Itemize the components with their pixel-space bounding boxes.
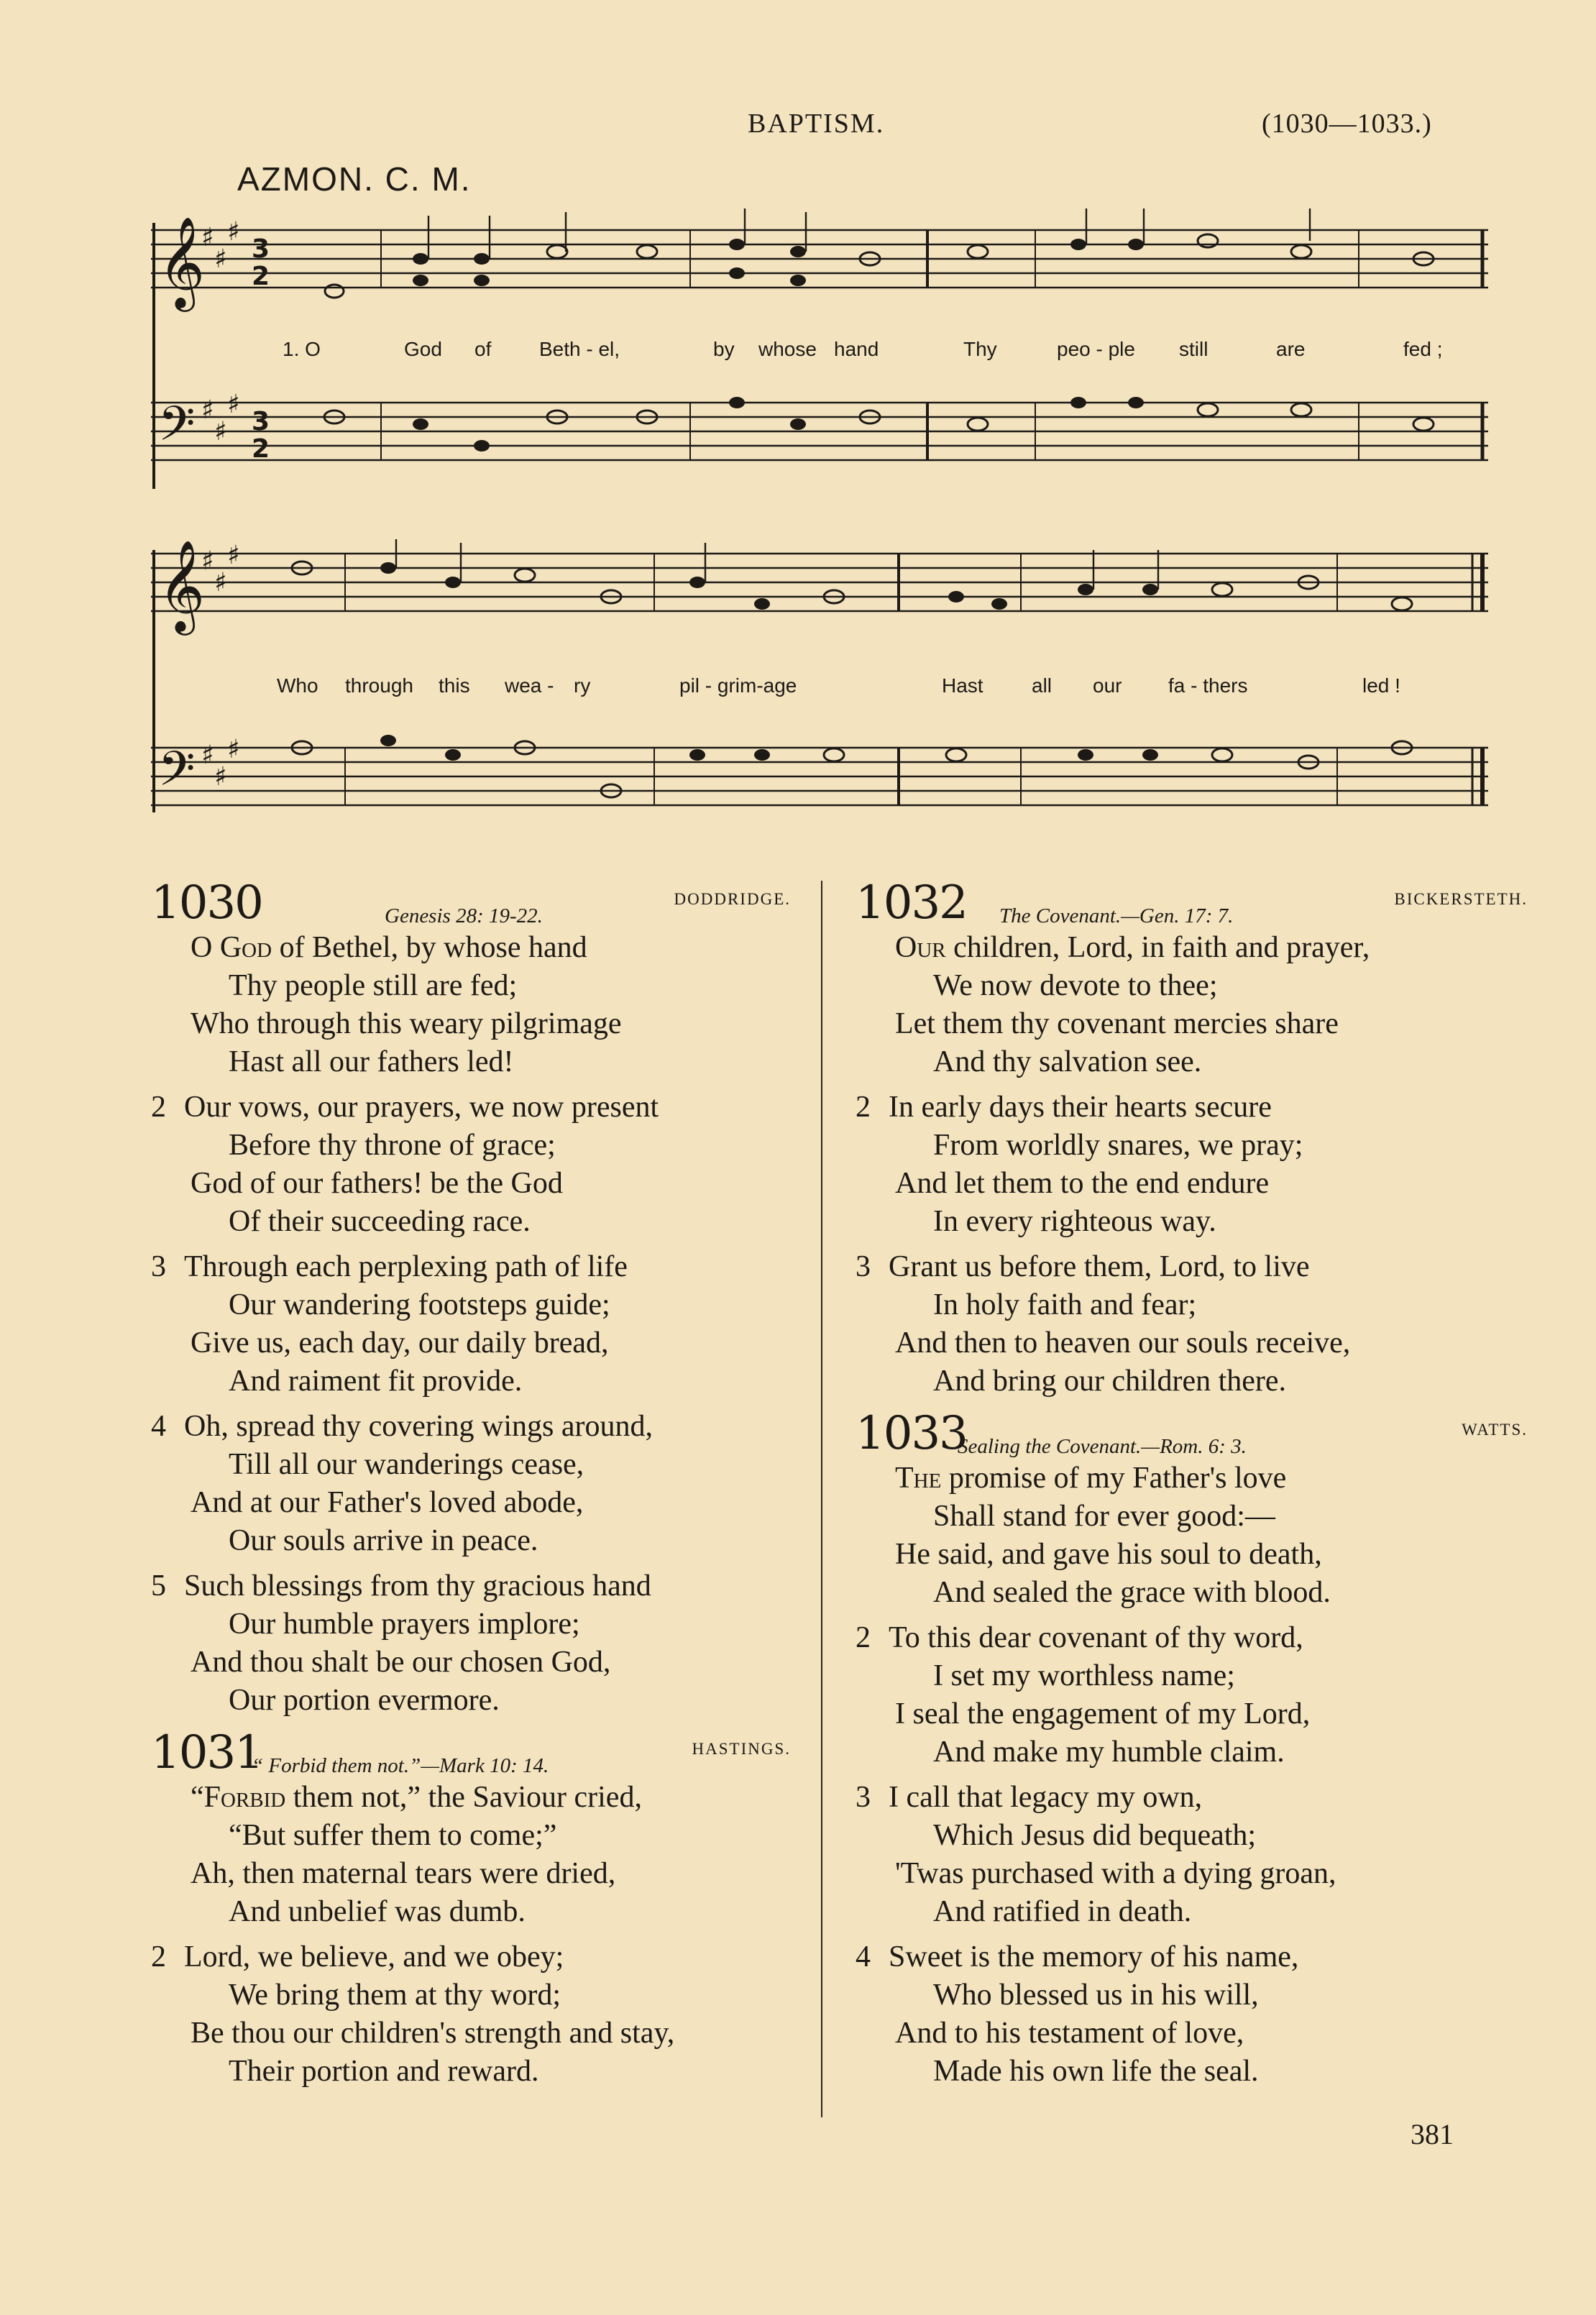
lyric-word: fed ; [1403, 338, 1443, 360]
verse-line: Who blessed us in his will, [933, 1979, 1259, 2012]
lyric-word: peo - ple [1057, 338, 1135, 360]
hymn-column-right [856, 876, 1528, 2091]
bass-notes [292, 735, 1412, 797]
svg-text:♯: ♯ [227, 541, 240, 570]
verse-number: 4 [151, 1410, 166, 1443]
verse-number: 3 [151, 1250, 166, 1283]
verse-line: 4 Sweet is the memory of his name, [856, 1938, 1506, 1976]
verse-line: 2 In early days their hearts secure [856, 1088, 1506, 1127]
lyric-word: ry [574, 674, 591, 697]
lyric-word: still [1179, 338, 1209, 360]
svg-text:♯: ♯ [214, 762, 227, 792]
hymn-author: DODDRIDGE. [674, 890, 791, 908]
hymn-1033 [856, 1407, 1528, 2091]
lyric-word: hand [834, 338, 879, 360]
verse-line: Who through this weary pilgrimage [191, 1007, 622, 1040]
verse-line: Hast all our fathers led! [229, 1045, 514, 1078]
verse-line: And unbelief was dumb. [229, 1895, 526, 1928]
column-divider [821, 881, 822, 2117]
verse-line: Our wandering footsteps guide; [229, 1288, 610, 1321]
lyric-word: are [1276, 338, 1306, 360]
lyric-word: 1. O [283, 338, 321, 360]
verse-number: 3 [856, 1250, 871, 1283]
svg-text:♯: ♯ [201, 546, 214, 576]
lyric-word: of [474, 338, 492, 360]
key-signature [201, 217, 239, 446]
bass-clef-icon: 𝄢 [158, 741, 196, 808]
verse-line: Give us, each day, our daily bread, [191, 1326, 609, 1360]
treble-stems [428, 208, 1310, 259]
verse-line: O God of Bethel, by whose hand [191, 931, 587, 964]
hymn-number: 1033 [856, 1407, 967, 1460]
verse-line: “Forbid them not,” the Saviour cried, [191, 1781, 642, 1814]
verse-line: Be thou our children's strength and stay, [191, 2017, 675, 2050]
hymn-column-left [151, 877, 802, 2091]
verse-line: The promise of my Father's love [895, 1462, 1287, 1495]
verse-line: Before thy throne of grace; [229, 1129, 556, 1162]
lyric-word: Beth - el, [539, 338, 620, 360]
scripture-reference: Genesis 28: 19-22. [385, 904, 543, 927]
treble-clef-icon: 𝄞 [158, 216, 206, 308]
verse-line: And raiment fit provide. [229, 1365, 523, 1398]
treble-staff-lines [151, 230, 1488, 288]
page-number: 381 [1411, 2118, 1454, 2150]
svg-text:3: 3 [252, 234, 270, 264]
verse-line: Which Jesus did bequeath; [933, 1819, 1257, 1852]
bass-clef-icon: 𝄢 [158, 396, 196, 463]
verse-number: 3 [856, 1781, 871, 1814]
tune-title: AZMON. C. M. [237, 160, 472, 198]
lyric-word: this [439, 674, 470, 697]
verse-number: 4 [856, 1940, 871, 1974]
hymn-1031 [151, 1727, 802, 2091]
verse-line: Their portion and reward. [229, 2055, 539, 2088]
bass-staff-lines [151, 403, 1488, 460]
hymn-number: 1030 [151, 876, 262, 930]
verse-line: 2 Lord, we believe, and we obey; [151, 1938, 802, 1976]
verse-line: Let them thy covenant mercies share [895, 1007, 1339, 1040]
lyric-word: pil - grim-age [679, 674, 797, 697]
verse-line: And to his testament of love, [895, 2017, 1244, 2050]
hymn-author: BICKERSTETH. [1394, 890, 1528, 908]
verse-line: And bring our children there. [933, 1365, 1287, 1398]
verse-line: And then to heaven our souls receive, [895, 1326, 1351, 1360]
svg-text:2: 2 [252, 434, 270, 464]
time-signature [252, 234, 270, 464]
music-score-system-2 [151, 539, 1495, 827]
verse-line: And let them to the end endure [895, 1167, 1270, 1200]
verse-line: 3 Through each perplexing path of life [151, 1248, 802, 1286]
treble-notes [292, 561, 1412, 610]
verse-line: We bring them at thy word; [229, 1979, 561, 2012]
key-signature [201, 541, 239, 792]
verse-line: 2 To this dear covenant of thy word, [856, 1619, 1506, 1657]
verse-line: 'Twas purchased with a dying groan, [895, 1857, 1336, 1890]
hymn-header [151, 1727, 802, 1779]
verse-line: In holy faith and fear; [933, 1288, 1197, 1321]
verse-line: And at our Father's loved abode, [191, 1486, 584, 1519]
lyric-word: our [1093, 674, 1122, 697]
verse-line: 3 Grant us before them, Lord, to live [856, 1248, 1506, 1286]
verse-line: God of our fathers! be the God [191, 1167, 563, 1200]
verse-number: 2 [856, 1621, 871, 1654]
verse-number: 5 [151, 1569, 166, 1603]
verse-line: 2 Our vows, our prayers, we now present [151, 1088, 802, 1127]
svg-text:♯: ♯ [214, 568, 227, 597]
svg-text:2: 2 [252, 262, 270, 291]
verse-line: We now devote to thee; [933, 969, 1218, 1002]
hymn-1030 [151, 877, 802, 1720]
svg-text:♯: ♯ [227, 217, 240, 247]
scripture-reference: The Covenant.—Gen. 17: 7. [999, 904, 1234, 927]
lyric-word: whose [758, 338, 817, 360]
verse-line: And make my humble claim. [933, 1736, 1285, 1769]
verse-line: From worldly snares, we pray; [933, 1129, 1303, 1162]
verse-line: “But suffer them to come;” [229, 1819, 557, 1852]
lyric-word: led ! [1362, 674, 1400, 697]
svg-text:♯: ♯ [214, 244, 227, 274]
scripture-reference: Sealing the Covenant.—Rom. 6: 3. [958, 1435, 1247, 1458]
svg-text:♯: ♯ [227, 735, 240, 764]
verse-line: Ah, then maternal tears were dried, [191, 1857, 616, 1890]
verse-line: I set my worthless name; [933, 1659, 1235, 1692]
verse-line: He said, and gave his soul to death, [895, 1538, 1322, 1571]
verse-number: 2 [151, 1091, 166, 1124]
lyric-word: by [713, 338, 735, 360]
verse-number: 2 [151, 1940, 166, 1974]
svg-text:♯: ♯ [201, 395, 214, 425]
hymn-1032 [856, 876, 1528, 1401]
hymn-number: 1032 [856, 876, 967, 930]
hymn-header [856, 1407, 1528, 1460]
verse-line: I seal the engagement of my Lord, [895, 1697, 1311, 1730]
svg-text:♯: ♯ [201, 741, 214, 770]
hymn-author: WATTS. [1462, 1421, 1528, 1439]
verse-line: Shall stand for ever good:— [933, 1500, 1275, 1533]
lyric-word: all [1032, 674, 1052, 697]
verse-line: In every righteous way. [933, 1205, 1216, 1238]
verse-line: Our humble prayers implore; [229, 1608, 580, 1641]
verse-line: Made his own life the seal. [933, 2055, 1259, 2088]
bass-staff-lines [151, 748, 1488, 805]
verse-line: And sealed the grace with blood. [933, 1576, 1331, 1609]
svg-text:3: 3 [252, 407, 270, 436]
verse-line: Thy people still are fed; [229, 969, 518, 1002]
hymn-number: 1031 [151, 1726, 262, 1779]
svg-text:♯: ♯ [227, 390, 240, 419]
treble-clef-icon: 𝄞 [158, 539, 206, 631]
verse-number: 2 [856, 1091, 871, 1124]
lyric-word: Hast [942, 674, 983, 697]
lyric-word: Thy [963, 338, 997, 360]
lyric-word: fa - thers [1168, 674, 1248, 697]
lyric-word: wea - [505, 674, 554, 697]
svg-text:♯: ♯ [214, 417, 227, 446]
verse-line: Our children, Lord, in faith and prayer, [895, 931, 1370, 964]
verse-line: 3 I call that legacy my own, [856, 1779, 1506, 1817]
hymn-range-heading: (1030—1033.) [1262, 109, 1432, 139]
scripture-reference: “ Forbid them not.”—Mark 10: 14. [252, 1754, 549, 1777]
treble-staff-lines [151, 554, 1488, 611]
verse-line: And thy salvation see. [933, 1045, 1202, 1078]
verse-line: Of their succeeding race. [229, 1205, 531, 1238]
lyric-word: Who [277, 674, 318, 697]
music-score-system-1 [151, 208, 1495, 496]
verse-line: 4 Oh, spread thy covering wings around, [151, 1408, 802, 1446]
verse-line: And thou shalt be our chosen God, [191, 1646, 611, 1679]
section-heading: BAPTISM. [748, 109, 885, 139]
verse-line: Our portion evermore. [229, 1684, 500, 1717]
verse-line: Our souls arrive in peace. [229, 1524, 538, 1557]
verse-line: 5 Such blessings from thy gracious hand [151, 1567, 802, 1605]
svg-text:♯: ♯ [201, 223, 214, 252]
verse-line: And ratified in death. [933, 1895, 1192, 1928]
hymn-header [856, 876, 1528, 930]
bass-notes [324, 397, 1434, 451]
lyric-word: through [345, 674, 413, 697]
hymn-header [151, 877, 802, 929]
verse-line: Till all our wanderings cease, [229, 1448, 584, 1481]
hymn-author: HASTINGS. [692, 1740, 791, 1758]
lyric-word: God [404, 338, 442, 360]
